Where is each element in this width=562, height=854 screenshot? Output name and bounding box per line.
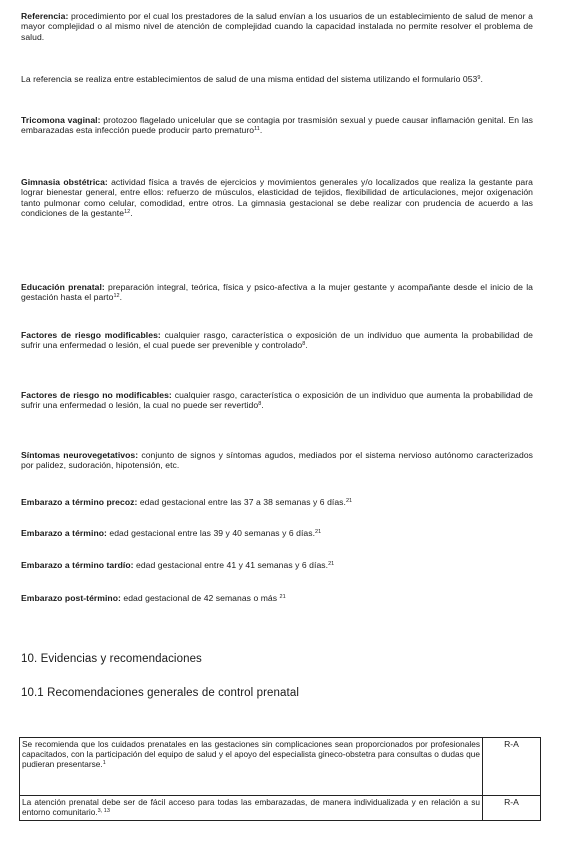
citation: 12: [113, 293, 120, 300]
definition-text: edad gestacional entre las 39 y 40 semanas y 6 días.: [106, 528, 316, 538]
definition-text: cualquier rasgo, característica o exposición de un individuo que aumenta la probabilidad de sufrir una enfermedad o lesión, la cual no puede ser revertido: [21, 390, 533, 411]
term: Embarazo a término tardío:: [21, 560, 134, 570]
subsection-heading: 10.1 Recomendaciones generales de control prenatal: [21, 687, 299, 699]
recommendations-table: [19, 737, 541, 821]
definition-tricomona: [21, 115, 533, 136]
term: Embarazo a término precoz:: [21, 497, 138, 507]
definition-tail: .: [305, 340, 308, 351]
citation: 8: [258, 401, 262, 408]
citation: 12: [124, 209, 131, 216]
term: Factores de riesgo no modificables:: [21, 390, 172, 400]
definition-educacion: [21, 282, 533, 303]
definition-text: conjunto de signos y síntomas agudos, mediados por el sistema nervioso autónomo caracterizados por palidez, sudoración, hipotensión, etc.: [21, 450, 534, 471]
table-row: [20, 738, 541, 796]
term: Educación prenatal:: [21, 282, 105, 292]
evidence-level: R-A: [483, 796, 541, 821]
citation: 1: [102, 760, 106, 766]
definition-text: actividad física a través de ejercicios y movimientos generales y/o localizados que realiza la gestante para lograr bienestar general, entre ellos: refuerzo de músculos, elasticidad de tejidos, flexibilidad de articulaciones, mejor oxigenación tanto pulmonar como celular, comodidad, entre otros. La gimnasia gestacional se debe realizar con prudencia de acuerdo a las condiciones de la gestante: [21, 177, 534, 219]
definition-text: preparación integral, teórica, física y psico-afectiva a la mujer gestante y acompañante desde el inicio de la gestación hasta el parto: [21, 282, 533, 303]
definition-tail: .: [261, 400, 264, 411]
table-row: [20, 796, 541, 821]
term: Tricomona vaginal:: [21, 115, 101, 125]
recommendation-text-cell: [20, 796, 483, 821]
definition-text: edad gestacional entre las 37 a 38 semanas y 6 días.: [137, 497, 346, 507]
definition-gimnasia: [21, 177, 533, 219]
term: Síntomas neurovegetativos:: [21, 450, 139, 460]
definition-text: edad gestacional entre 41 y 41 semanas y 6 días.: [133, 560, 329, 570]
definition-text: cualquier rasgo, característica o exposición de un individuo que aumenta la probabilidad de sufrir una enfermedad o lesión, el cual puede ser prevenible y controlado: [21, 330, 533, 351]
definition-termino-precoz: [21, 497, 533, 507]
evidence-level: R-A: [483, 738, 541, 796]
definition-referencia-note: [21, 74, 533, 84]
definition-tail: .: [130, 208, 133, 219]
definition-termino: [21, 528, 533, 538]
definition-sintomas: [21, 450, 533, 471]
definition-text: protozoo flagelado unicelular que se contagia por trasmisión sexual y puede causar inflamación genital. En las embarazadas esta infección puede producir parto prematuro: [21, 115, 533, 136]
citation: 3, 13: [97, 808, 110, 814]
citation: 21: [279, 594, 286, 600]
term: Factores de riesgo modificables:: [21, 330, 161, 340]
definition-termino-tardio: [21, 560, 533, 570]
citation: 8: [302, 341, 306, 348]
definition-factores-modificables: [21, 330, 533, 351]
term: Gimnasia obstétrica:: [21, 177, 108, 187]
definition-tail: .: [480, 74, 483, 84]
definition-factores-no-modificables: [21, 390, 533, 411]
section-heading: 10. Evidencias y recomendaciones: [21, 653, 202, 665]
citation: 21: [328, 561, 335, 567]
recommendation-text: Se recomienda que los cuidados prenatales en las gestaciones sin complicaciones sean proporcionados por profesionales capacitados, con la participación del equipo de salud y el apoyo del especialista gineco-obstetra para consultas o dudas que pudieran presentarse.: [22, 739, 480, 769]
citation: 21: [345, 498, 353, 504]
term: Embarazo a término:: [21, 528, 107, 538]
recommendation-text-cell: [20, 738, 483, 796]
definition-referencia: [21, 11, 533, 42]
term: Embarazo post-término:: [21, 593, 121, 603]
citation: 9: [477, 75, 481, 81]
definition-tail: .: [119, 292, 123, 303]
definition-tail: .: [259, 125, 263, 136]
citation: 11: [254, 126, 260, 133]
definition-text: procedimiento por el cual los prestadores de la salud envían a los usuarios de un establecimiento de salud de menor a mayor complejidad o al mismo nivel de atención de complejidad cuando la capacidad instalada no permite resolver el problema de salud.: [21, 11, 533, 42]
definition-text: La referencia se realiza entre establecimientos de salud de una misma entidad del sistema utilizando el formulario 053: [21, 74, 478, 84]
term: Referencia:: [21, 11, 69, 21]
recommendation-text: La atención prenatal debe ser de fácil acceso para todas las embarazadas, de manera individualizada y en relación a su entorno comunitario.: [22, 797, 480, 817]
definition-post-termino: [21, 593, 533, 603]
definition-text: edad gestacional de 42 semanas o más: [120, 593, 280, 603]
citation: 21: [315, 529, 322, 535]
